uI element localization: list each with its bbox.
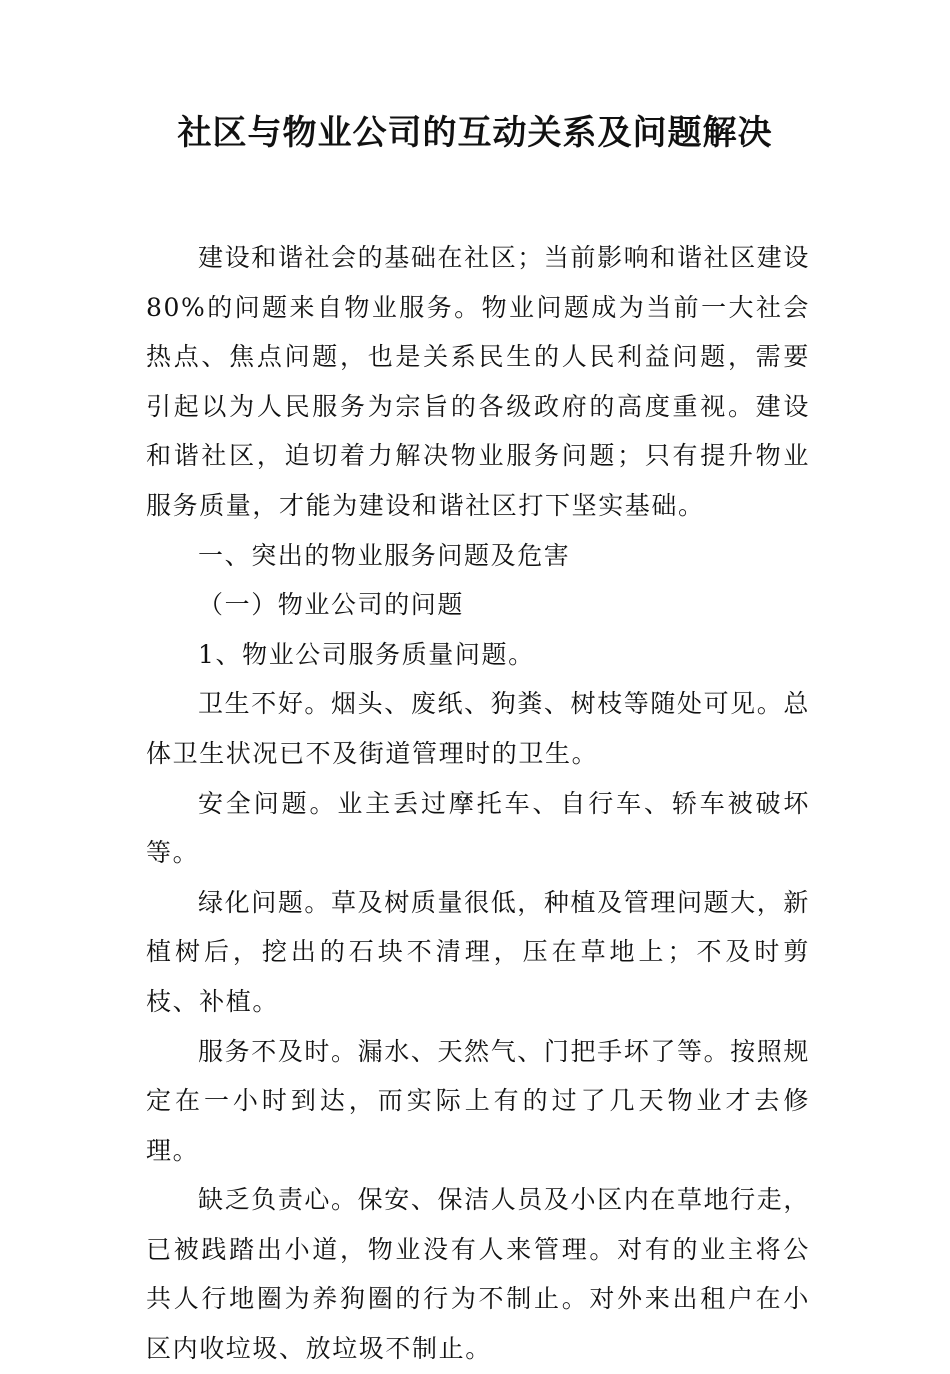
document-body xyxy=(146,233,810,1374)
subsection-heading: （一）物业公司的问题 xyxy=(198,590,465,620)
document-title: 社区与物业公司的互动关系及问题解决 xyxy=(177,113,773,153)
paragraph-safety: 安全问题。业主丢过摩托车、自行车、轿车被破坏等。 xyxy=(146,788,810,868)
paragraph-hygiene: 卫生不好。烟头、废纸、狗粪、树枝等随处可见。总体卫生状况已不及街道管理时的卫生。 xyxy=(146,689,810,768)
paragraph-intro: 建设和谐社会的基础在社区；当前影响和谐社区建设80%的问题来自物业服务。物业问题成为当前一大社会热点、焦点问题，也是关系民生的人民利益问题，需要引起以为人民服务为宗旨的各级政府的高度重视。建设和谐社区，迫切着力解决物业服务问题；只有提升物业服务质量，才能为建设和谐社区打下坚实基础。 xyxy=(146,243,810,520)
paragraph-greening: 绿化问题。草及树质量很低，种植及管理问题大，新植树后，挖出的石块不清理，压在草地上；不及时剪枝、补植。 xyxy=(146,887,810,1016)
section-heading: 一、突出的物业服务问题及危害 xyxy=(198,540,571,570)
item-heading: 1、物业公司服务质量问题。 xyxy=(198,639,535,669)
paragraph-service-delay: 服务不及时。漏水、天然气、门把手坏了等。按照规定在一小时到达，而实际上有的过了几天物业才去修理。 xyxy=(146,1036,810,1165)
paragraph-responsibility: 缺乏负责心。保安、保洁人员及小区内在草地行走，已被践踏出小道，物业没有人来管理。对有的业主将公共人行地圈为养狗圈的行为不制止。对外来出租户在小区内收垃圾、放垃圾不制止。 xyxy=(146,1185,810,1364)
